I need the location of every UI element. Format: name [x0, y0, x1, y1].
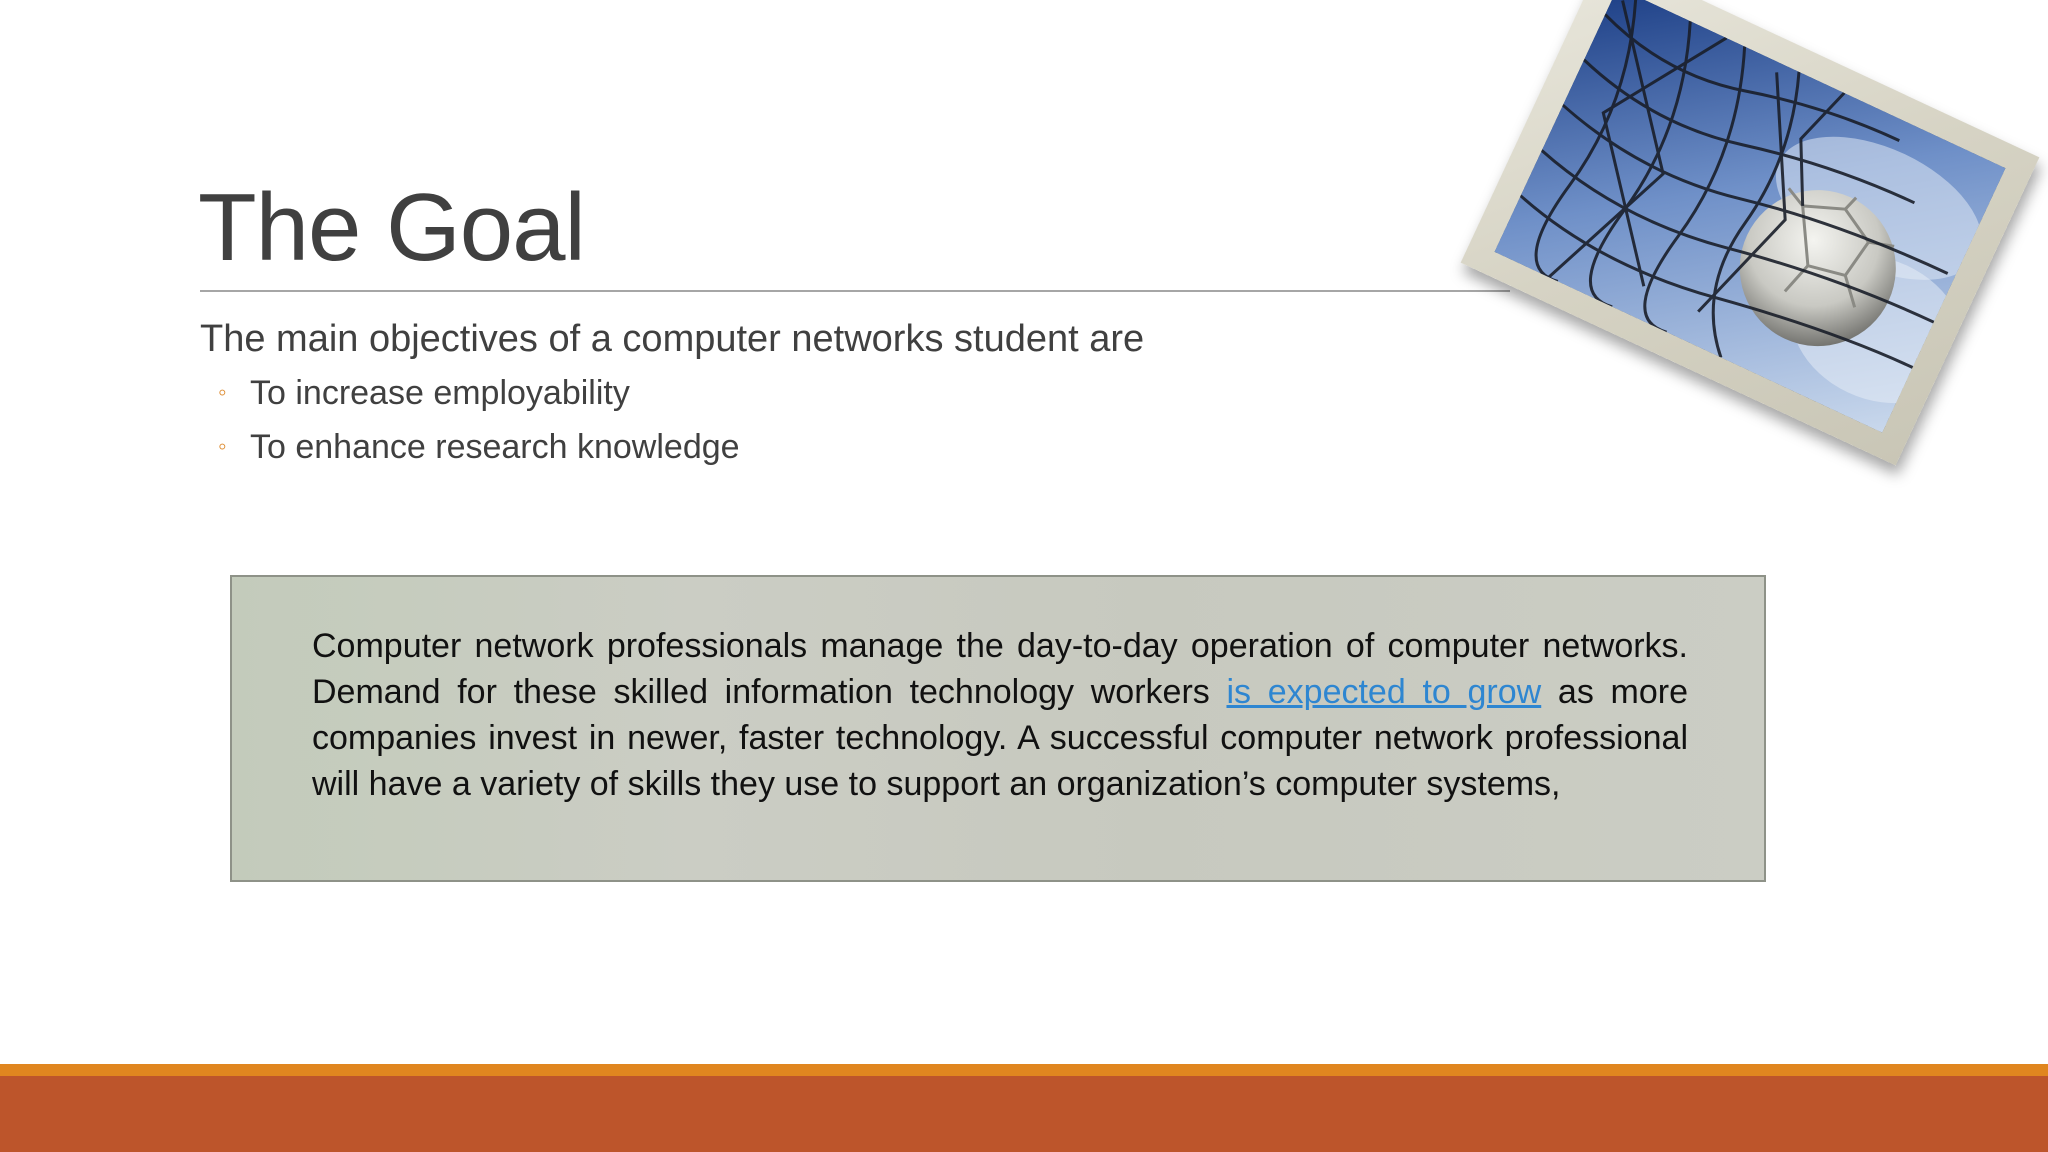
callout-text-end: as more companies invest in newer, faster technology. A successful computer network professional will have a variety of skills they use to support an organization’s computer systems,: [312, 673, 1689, 803]
expected-to-grow-link[interactable]: is expected to grow: [1226, 673, 1542, 711]
bullet-text: To enhance research knowledge: [250, 428, 740, 466]
list-item: [200, 420, 1500, 474]
title-divider: [200, 290, 1510, 292]
bullet-list: [200, 366, 1500, 474]
goal-photo: [1461, 0, 2040, 466]
callout-text: [312, 623, 1688, 807]
callout-box: [230, 575, 1766, 882]
footer-accent-stripe: [0, 1064, 2048, 1076]
slide-body: [200, 314, 1500, 474]
bullet-circle-icon: ◦: [218, 433, 227, 460]
slide-title: The Goal: [198, 174, 585, 281]
bullet-text: To increase employability: [250, 374, 630, 412]
callout-text-start: Computer network professionals manage the day-to-day operation of computer networks. Demand for these skilled information technology workers: [312, 627, 1688, 711]
bullet-circle-icon: ◦: [218, 379, 227, 406]
lead-text: The main objectives of a computer networks student are: [200, 318, 1145, 360]
footer-band: [0, 1076, 2048, 1152]
list-item: [200, 366, 1500, 420]
